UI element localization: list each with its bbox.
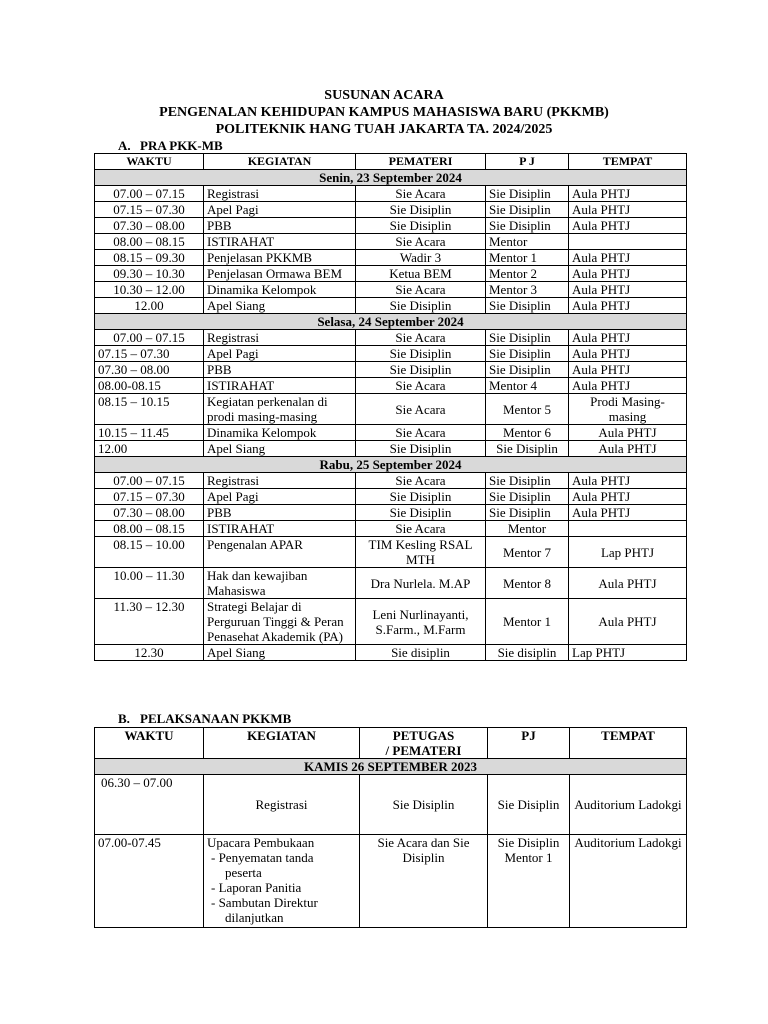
cell-pemateri: Sie Acara (356, 330, 486, 346)
schedule-table-pra (94, 153, 687, 661)
cell-tempat: Aula PHTJ (569, 505, 687, 521)
col-header-pj: PJ (488, 728, 570, 759)
cell-tempat: Aula PHTJ (569, 378, 687, 394)
cell-pj: Sie Disiplin (486, 505, 569, 521)
table-row (95, 425, 687, 441)
cell-waktu: 08.15 – 10.15 (95, 394, 204, 425)
col-header-waktu: WAKTU (95, 728, 204, 759)
cell-pemateri: Sie Acara (356, 378, 486, 394)
cell-pj (488, 835, 570, 928)
cell-pemateri: Leni Nurlinayanti, S.Farm., M.Farm (356, 599, 486, 645)
table-row (95, 441, 687, 457)
cell-kegiatan: Dinamika Kelompok (204, 425, 356, 441)
cell-tempat: Aula PHTJ (569, 362, 687, 378)
cell-tempat: Aula PHTJ (569, 568, 687, 599)
cell-pemateri: Wadir 3 (356, 250, 486, 266)
cell-kegiatan: Penjelasan PKKMB (204, 250, 356, 266)
cell-tempat: Prodi Masing-masing (569, 394, 687, 425)
table-row (95, 645, 687, 661)
cell-waktu: 06.30 – 07.00 (95, 775, 204, 835)
cell-pj: Sie Disiplin (486, 473, 569, 489)
cell-pj: Sie Disiplin (486, 298, 569, 314)
cell-tempat: Aula PHTJ (569, 250, 687, 266)
cell-pj: Sie disiplin (486, 645, 569, 661)
cell-waktu: 08.00-08.15 (95, 378, 204, 394)
cell-pj: Mentor 8 (486, 568, 569, 599)
activity-subitem: - Laporan Panitia (211, 880, 302, 895)
cell-kegiatan: PBB (204, 362, 356, 378)
table-row (95, 473, 687, 489)
cell-petugas: Sie Disiplin (360, 775, 488, 835)
table-row (95, 298, 687, 314)
section-a-title: PRA PKK-MB (140, 138, 223, 153)
cell-pemateri: Sie Disiplin (356, 489, 486, 505)
col-header-petugas-line2: / PEMATERI (385, 743, 462, 758)
cell-kegiatan: Hak dan kewajiban Mahasiswa (204, 568, 356, 599)
pj-line-1: Sie Disiplin (497, 835, 560, 850)
cell-waktu: 07.15 – 07.30 (95, 202, 204, 218)
cell-kegiatan: Apel Pagi (204, 202, 356, 218)
table-row (95, 362, 687, 378)
table-row (95, 266, 687, 282)
cell-kegiatan: Apel Siang (204, 298, 356, 314)
cell-kegiatan: Penjelasan Ormawa BEM (204, 266, 356, 282)
table-row (95, 218, 687, 234)
day-row (95, 314, 687, 330)
table-row (95, 330, 687, 346)
cell-kegiatan: Registrasi (204, 775, 360, 835)
activity-subitem: dilanjutkan (225, 910, 284, 925)
cell-waktu: 09.30 – 10.30 (95, 266, 204, 282)
cell-waktu: 08.00 – 08.15 (95, 521, 204, 537)
table-row (95, 568, 687, 599)
cell-pj: Mentor (486, 521, 569, 537)
cell-waktu: 08.00 – 08.15 (95, 234, 204, 250)
table-header-row (95, 728, 687, 759)
table-row (95, 202, 687, 218)
cell-kegiatan: ISTIRAHAT (204, 378, 356, 394)
activity-subitem: - Sambutan Direktur (211, 895, 318, 910)
cell-pemateri: Sie Acara (356, 282, 486, 298)
cell-waktu: 08.15 – 09.30 (95, 250, 204, 266)
table-row (95, 599, 687, 645)
cell-kegiatan: ISTIRAHAT (204, 234, 356, 250)
cell-kegiatan: PBB (204, 218, 356, 234)
cell-pj: Sie Disiplin (486, 441, 569, 457)
cell-tempat: Aula PHTJ (569, 473, 687, 489)
cell-tempat: Lap PHTJ (569, 537, 687, 568)
cell-pemateri: Sie Acara (356, 234, 486, 250)
cell-tempat: Auditorium Ladokgi (570, 775, 687, 835)
table-row (95, 835, 687, 928)
cell-kegiatan: Apel Pagi (204, 346, 356, 362)
cell-kegiatan: Strategi Belajar di Perguruan Tinggi & Peran Penasehat Akademik (PA) (204, 599, 356, 645)
cell-waktu: 07.00-07.45 (95, 835, 204, 928)
cell-waktu: 12.30 (95, 645, 204, 661)
cell-pj: Sie Disiplin (486, 202, 569, 218)
cell-kegiatan: Dinamika Kelompok (204, 282, 356, 298)
cell-pj: Sie Disiplin (486, 489, 569, 505)
table-row (95, 250, 687, 266)
cell-tempat: Aula PHTJ (569, 186, 687, 202)
cell-tempat: Aula PHTJ (569, 346, 687, 362)
cell-tempat: Aula PHTJ (569, 330, 687, 346)
cell-pj: Mentor 3 (486, 282, 569, 298)
cell-tempat: Aula PHTJ (569, 489, 687, 505)
cell-kegiatan: ISTIRAHAT (204, 521, 356, 537)
col-header-kegiatan: KEGIATAN (204, 728, 360, 759)
col-header-petugas-line1: PETUGAS (392, 728, 455, 743)
cell-kegiatan: PBB (204, 505, 356, 521)
col-header-waktu: WAKTU (95, 154, 204, 170)
cell-pj: Mentor (486, 234, 569, 250)
table-row (95, 186, 687, 202)
document-title (0, 87, 768, 138)
day-row (95, 759, 687, 775)
cell-waktu: 07.30 – 08.00 (95, 505, 204, 521)
col-header-kegiatan: KEGIATAN (204, 154, 356, 170)
cell-waktu: 08.15 – 10.00 (95, 537, 204, 568)
cell-waktu: 10.30 – 12.00 (95, 282, 204, 298)
cell-pj: Mentor 5 (486, 394, 569, 425)
cell-waktu: 10.15 – 11.45 (95, 425, 204, 441)
cell-pemateri: Sie disiplin (356, 645, 486, 661)
table-row (95, 234, 687, 250)
activity-subitem: peserta (225, 865, 262, 880)
table-row (95, 489, 687, 505)
cell-pj: Sie Disiplin (488, 775, 570, 835)
cell-pemateri: Sie Disiplin (356, 298, 486, 314)
cell-waktu: 07.00 – 07.15 (95, 186, 204, 202)
section-b-title: PELAKSANAAN PKKMB (140, 711, 292, 726)
section-b-heading (118, 712, 291, 726)
cell-tempat: Aula PHTJ (569, 282, 687, 298)
cell-pemateri: Sie Acara (356, 394, 486, 425)
cell-kegiatan: Apel Siang (204, 645, 356, 661)
cell-pemateri: Sie Disiplin (356, 362, 486, 378)
pj-line-2: Mentor 1 (504, 850, 553, 865)
day-label: KAMIS 26 SEPTEMBER 2023 (95, 759, 687, 775)
cell-pemateri: Sie Acara (356, 425, 486, 441)
cell-kegiatan: Registrasi (204, 473, 356, 489)
cell-pj: Mentor 1 (486, 599, 569, 645)
cell-waktu: 07.00 – 07.15 (95, 473, 204, 489)
cell-kegiatan: Apel Pagi (204, 489, 356, 505)
cell-pemateri: Sie Disiplin (356, 346, 486, 362)
cell-waktu: 07.15 – 07.30 (95, 489, 204, 505)
cell-waktu: 07.30 – 08.00 (95, 218, 204, 234)
cell-tempat: Aula PHTJ (569, 218, 687, 234)
cell-kegiatan: Kegiatan perkenalan di prodi masing-masing (204, 394, 356, 425)
title-line-1: SUSUNAN ACARA (324, 88, 444, 103)
cell-pemateri: Sie Acara (356, 521, 486, 537)
cell-tempat: Aula PHTJ (569, 266, 687, 282)
day-row (95, 170, 687, 186)
section-b-letter: B. (118, 711, 130, 726)
title-line-3: POLITEKNIK HANG TUAH JAKARTA TA. 2024/2025 (215, 122, 553, 137)
table-row (95, 282, 687, 298)
table-row (95, 537, 687, 568)
table-row (95, 505, 687, 521)
cell-tempat: Aula PHTJ (569, 298, 687, 314)
col-header-tempat: TEMPAT (569, 154, 687, 170)
cell-tempat: Lap PHTJ (569, 645, 687, 661)
cell-pj: Mentor 1 (486, 250, 569, 266)
cell-kegiatan: Registrasi (204, 330, 356, 346)
cell-pemateri: Ketua BEM (356, 266, 486, 282)
cell-pemateri: Sie Disiplin (356, 202, 486, 218)
cell-tempat: Aula PHTJ (569, 441, 687, 457)
cell-petugas: Sie Acara dan Sie Disiplin (360, 835, 488, 928)
cell-pemateri: Sie Acara (356, 473, 486, 489)
cell-pemateri: Sie Disiplin (356, 218, 486, 234)
table-row (95, 521, 687, 537)
cell-pj: Sie Disiplin (486, 362, 569, 378)
day-row (95, 457, 687, 473)
cell-pemateri: Dra Nurlela. M.AP (356, 568, 486, 599)
cell-tempat (569, 521, 687, 537)
cell-pj: Mentor 7 (486, 537, 569, 568)
cell-pemateri: Sie Disiplin (356, 505, 486, 521)
table-row (95, 775, 687, 835)
cell-waktu: 11.30 – 12.30 (95, 599, 204, 645)
cell-pj: Mentor 6 (486, 425, 569, 441)
cell-pj: Sie Disiplin (486, 346, 569, 362)
cell-pj: Sie Disiplin (486, 330, 569, 346)
cell-waktu: 07.30 – 08.00 (95, 362, 204, 378)
table-row (95, 346, 687, 362)
cell-waktu: 10.00 – 11.30 (95, 568, 204, 599)
section-a-letter: A. (118, 138, 131, 153)
table-header-row (95, 154, 687, 170)
cell-kegiatan: Pengenalan APAR (204, 537, 356, 568)
cell-kegiatan (204, 835, 360, 928)
cell-pemateri: Sie Acara (356, 186, 486, 202)
cell-pj: Mentor 2 (486, 266, 569, 282)
cell-pemateri: Sie Disiplin (356, 441, 486, 457)
cell-kegiatan: Apel Siang (204, 441, 356, 457)
cell-waktu: 07.00 – 07.15 (95, 330, 204, 346)
activity-title: Upacara Pembukaan (207, 835, 315, 850)
col-header-pj: P J (486, 154, 569, 170)
title-line-2: PENGENALAN KEHIDUPAN KAMPUS MAHASISWA BARU (PKKMB) (159, 105, 609, 120)
cell-tempat (569, 234, 687, 250)
schedule-table-pelaksanaan (94, 727, 687, 928)
cell-pj: Mentor 4 (486, 378, 569, 394)
cell-pj: Sie Disiplin (486, 218, 569, 234)
cell-pj: Sie Disiplin (486, 186, 569, 202)
cell-tempat: Aula PHTJ (569, 202, 687, 218)
table-row (95, 394, 687, 425)
cell-pemateri: TIM Kesling RSAL MTH (356, 537, 486, 568)
cell-tempat: Aula PHTJ (569, 599, 687, 645)
col-header-tempat: TEMPAT (570, 728, 687, 759)
cell-tempat: Auditorium Ladokgi (570, 835, 687, 928)
day-label: Senin, 23 September 2024 (95, 170, 687, 186)
section-a-heading (118, 139, 223, 153)
col-header-petugas (360, 728, 488, 759)
table-row (95, 378, 687, 394)
cell-waktu: 12.00 (95, 298, 204, 314)
day-label: Selasa, 24 September 2024 (95, 314, 687, 330)
col-header-pemateri: PEMATERI (356, 154, 486, 170)
cell-kegiatan: Registrasi (204, 186, 356, 202)
cell-waktu: 07.15 – 07.30 (95, 346, 204, 362)
day-label: Rabu, 25 September 2024 (95, 457, 687, 473)
cell-waktu: 12.00 (95, 441, 204, 457)
activity-subitem: - Penyematan tanda (211, 850, 314, 865)
cell-tempat: Aula PHTJ (569, 425, 687, 441)
